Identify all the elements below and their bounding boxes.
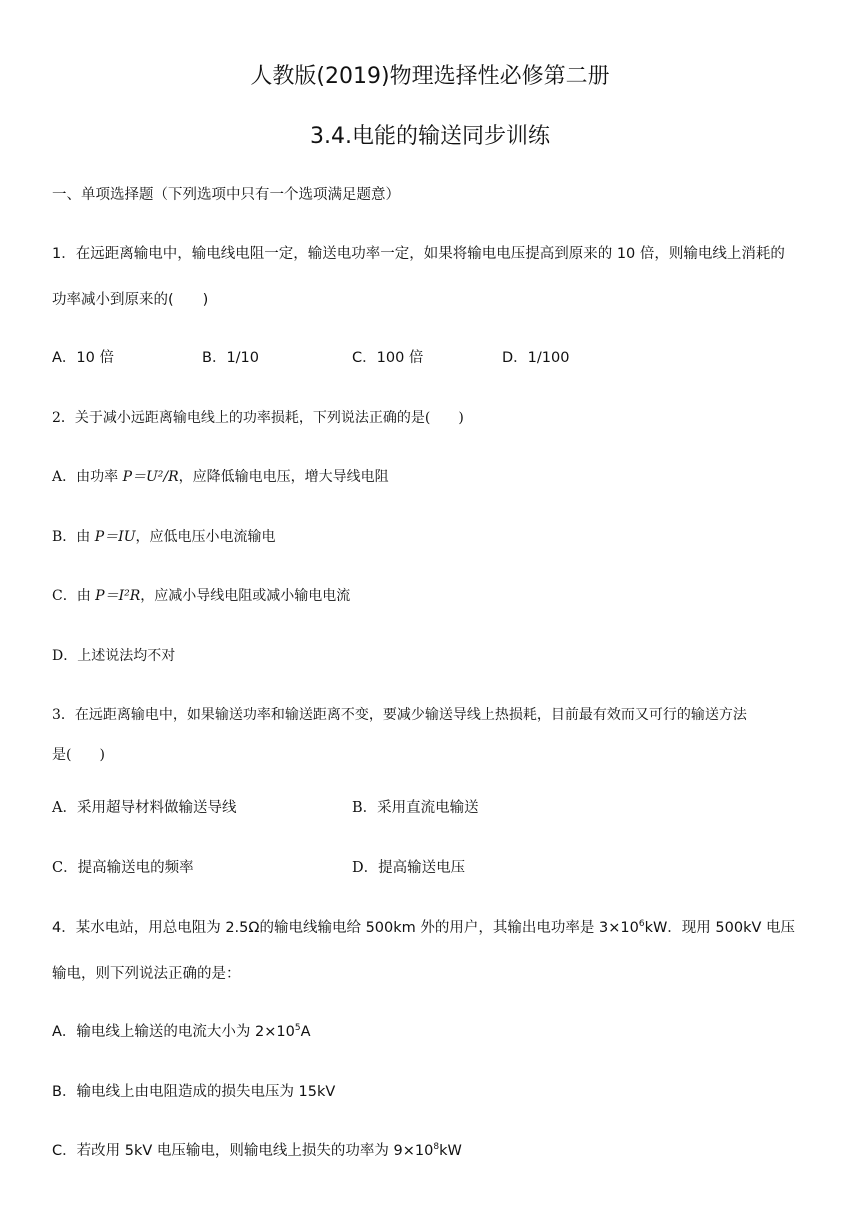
q1-option-a: A．10 倍	[52, 350, 114, 366]
q2-option-c	[52, 586, 350, 606]
q4-option-a-unit: A	[300, 1024, 311, 1040]
q3-option-c: C．提高输送电的频率	[52, 860, 194, 876]
q2-stem: 2．关于减小远距离输电线上的功率损耗，下列说法正确的是( )	[52, 410, 464, 426]
q4-option-c-exponent: 8	[433, 1142, 440, 1153]
q1-stem-line1: 1．在远距离输电中，输电线电阻一定，输送电功率一定，如果将输电电压提高到原来的 10 倍，则输电线上消耗的	[52, 246, 785, 262]
q4-option-c-text: C．若改用 5kV 电压输电，则输电线上损失的功率为 9×10	[52, 1143, 434, 1159]
q2-option-a-text: ，应降低输电电压，增大导线电阻	[178, 469, 389, 485]
section-heading: 一、单项选择题（下列选项中只有一个选项满足题意）	[52, 187, 400, 203]
q1-option-d: D．1/100	[502, 350, 570, 366]
q2-option-b	[52, 527, 276, 547]
q2-option-d: D．上述说法均不对	[52, 648, 176, 664]
q4-stem-exponent: 6	[638, 919, 645, 930]
q2-option-a	[52, 467, 389, 487]
q4-stem-text-b: kW．现用 500kV 电压	[644, 920, 796, 936]
q3-option-b: B．采用直流电输送	[352, 800, 479, 816]
q2-option-c-text: ，应减小导线电阻或减小输电电流	[140, 588, 351, 604]
q4-stem-line1	[52, 918, 795, 938]
q3-option-a: A．采用超导材料做输送导线	[52, 800, 237, 816]
q2-option-b-formula: P＝IU	[94, 529, 136, 545]
q2-option-a-prefix: A．由功率	[52, 469, 123, 485]
q4-option-a	[52, 1022, 311, 1042]
q2-option-a-formula: P＝U²/R	[122, 469, 179, 485]
q4-stem-text-a: 4．某水电站，用总电阻为 2.5Ω的输电线输电给 500km 外的用户，其输出电功率是 3×10	[52, 920, 639, 936]
q1-option-b: B．1/10	[202, 350, 260, 366]
q4-option-c	[52, 1141, 462, 1161]
document-title: 人教版(2019)物理选择性必修第二册	[250, 64, 610, 89]
q1-stem-line2: 功率减小到原来的( )	[52, 292, 209, 308]
q3-stem-line1: 3．在远距离输电中，如果输送功率和输送距离不变，要减少输送导线上热损耗，目前最有效而又可行的输送方法	[52, 707, 747, 723]
q1-option-c: C．100 倍	[352, 350, 424, 366]
q3-stem-line2: 是( )	[52, 747, 105, 763]
q2-option-c-formula: P＝I²R	[95, 588, 141, 604]
q4-option-b: B．输电线上由电阻造成的损失电压为 15kV	[52, 1084, 336, 1100]
q4-option-a-text: A．输电线上输送的电流大小为 2×10	[52, 1024, 295, 1040]
q2-option-c-prefix: C．由	[52, 588, 96, 604]
q4-option-c-unit: kW	[439, 1143, 462, 1159]
q4-stem-line2: 输电，则下列说法正确的是：	[52, 966, 241, 982]
q2-option-b-prefix: B．由	[52, 529, 95, 545]
q2-option-b-text: ，应低电压小电流输电	[135, 529, 276, 545]
q4-option-a-exponent: 5	[294, 1023, 301, 1034]
q3-option-d: D．提高输送电压	[352, 860, 466, 876]
document-subtitle: 3.4.电能的输送同步训练	[310, 124, 550, 149]
